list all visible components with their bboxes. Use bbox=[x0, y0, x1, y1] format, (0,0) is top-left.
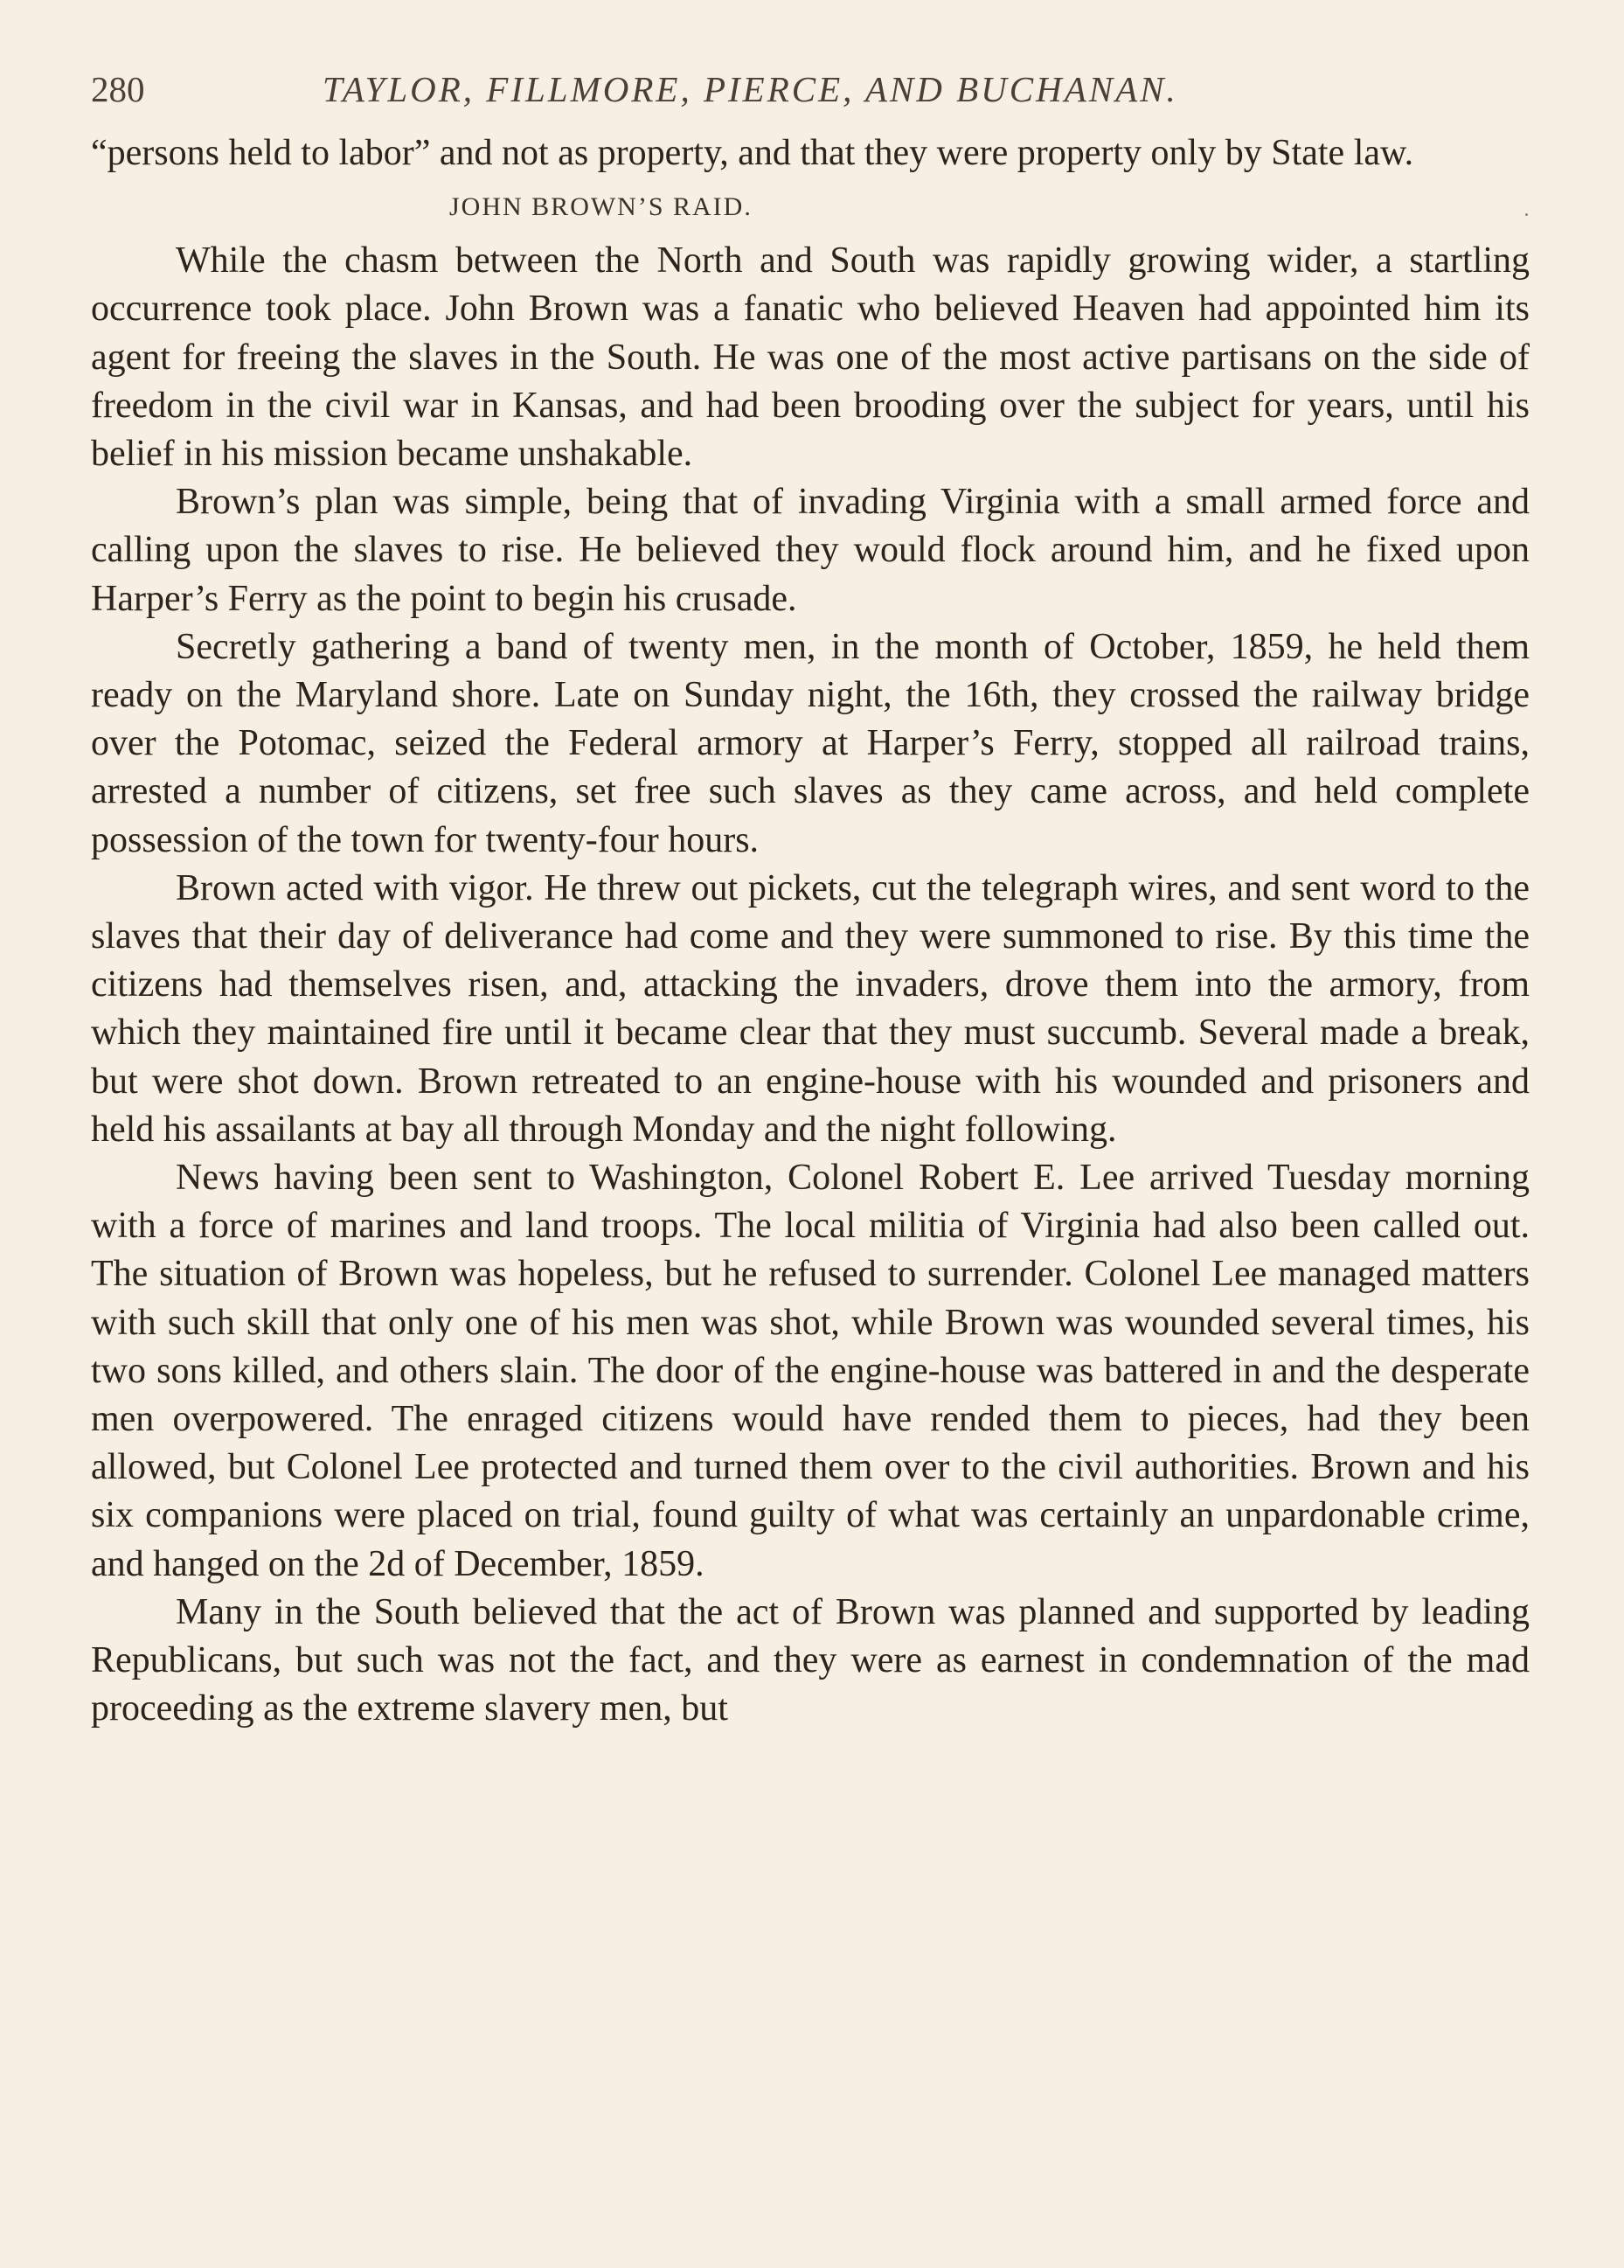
section-heading: JOHN BROWN’S RAID. bbox=[449, 192, 753, 222]
ink-speck bbox=[1525, 213, 1528, 216]
paragraph-armory-siege: Brown acted with vigor. He threw out pickets, cut the telegraph wires, and sent word to the slaves that their day of deliverance had come and they were summoned to rise. By this time the citizens had themselves risen, and, attacking the invaders, drove them into the armory, from which they maintained fire until it became clear that they must succumb. Several made a break, but were shot down. Brown retreated to an engine-house with his wounded and prisoners and held his assailants at bay all through Monday and the night following. bbox=[91, 867, 1530, 1150]
paragraph-lee-capture: News having been sent to Washington, Colonel Robert E. Lee arrived Tuesday morning with a force of marines and land troops. The local militia of Virginia had also been called out. The situation of Brown was hopeless, but he refused to surrender. Colonel Lee managed matters with such skill that only one of his men was shot, while Brown was wounded several times, his two sons killed, and others slain. The door of the engine-house was battered in and the desperate men overpowered. The enraged citizens would have rended them to pieces, had they been allowed, but Colonel Lee protected and turned them over to the civil authorities. Brown and his six companions were placed on trial, found guilty of what was certainly an unpardonable crime, and hanged on the 2d of December, 1859. bbox=[91, 1158, 1530, 1584]
running-head bbox=[91, 59, 1530, 112]
opening-paragraph: “persons held to labor” and not as property, and that they were property only by State law. bbox=[91, 133, 1414, 173]
page-number: 280 bbox=[91, 69, 145, 109]
paragraph-raid-intro: While the chasm between the North and South was rapidly growing wider, a startling occurrence took place. John Brown was a fanatic who believed Heaven had appointed him its agent for freeing the slaves in the South. He was one of the most active partisans on the side of freedom in the civil war in Kansas, and had been brooding over the subject for years, until his belief in his mission became unshakable. bbox=[91, 240, 1530, 475]
running-title: TAYLOR, FILLMORE, PIERCE, AND BUCHANAN. bbox=[323, 69, 1178, 109]
page-body bbox=[91, 129, 1530, 1734]
paragraph-southern-reaction: Many in the South believed that the act of Brown was planned and supported by leading Republicans, but such was not the fact, and they were as earnest in condemnation of the mad proceeding as the extreme slavery men, but bbox=[91, 1591, 1530, 1729]
paragraph-brown-plan: Brown’s plan was simple, being that of invading Virginia with a small armed force and calling upon the slaves to rise. He believed they would flock around him, and he fixed upon Harper’s Ferry as the point to begin his crusade. bbox=[91, 482, 1530, 619]
paragraph-harpers-ferry: Secretly gathering a band of twenty men, in the month of October, 1859, he held them ready on the Maryland shore. Late on Sunday night, the 16th, they crossed the railway bridge over the Potomac, seized the Federal armory at Harper’s Ferry, stopped all railroad trains, arrested a number of citizens, set free such slaves as they came across, and held complete possession of the town for twenty-four hours. bbox=[91, 626, 1530, 860]
